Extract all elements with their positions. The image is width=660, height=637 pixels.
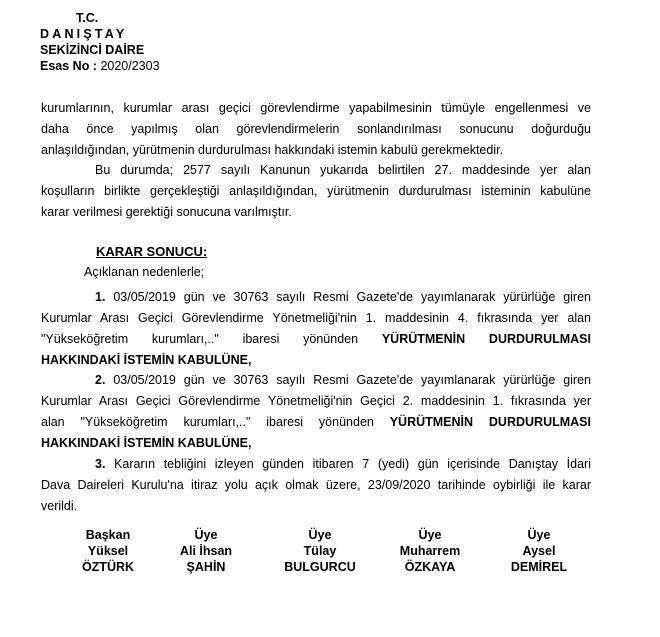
signature-first-name: Tülay — [303, 544, 337, 558]
signature-block-member — [370, 527, 490, 575]
text-line: Kurumlar Arası Geçici Görevlendirme Yönetmeliği'nin Geçici 2. maddesinin 1. fıkrasında yer — [41, 394, 591, 408]
text-line — [41, 370, 591, 391]
text-line — [41, 412, 591, 433]
signature-role: Üye — [418, 528, 442, 542]
text-line: daha önce yapılmış olan görevlendirmelerin sonlandırılması sonucunu doğurduğu — [41, 122, 591, 136]
court-name: DANIŞTAY — [40, 27, 128, 41]
signature-last-name: ŞAHİN — [186, 560, 226, 574]
item-text: 03/05/2019 gün ve 30763 sayılı Resmi Gazete'de yayımlanarak yürürlüğe giren — [113, 373, 591, 387]
chamber-name: SEKİZİNCİ DAİRE — [40, 43, 145, 57]
text-line — [41, 287, 591, 308]
signature-block-member — [479, 527, 599, 575]
text-line: Kurumlar Arası Geçici Görevlendirme Yönetmeliği'nin 1. maddesinin 4. fıkrasında yer alan — [41, 311, 591, 325]
item-text: "Yükseköğretim kurumları,.." ibaresi yönünden — [41, 332, 359, 346]
signature-role: Üye — [194, 528, 218, 542]
decision-title: KARAR SONUCU: — [96, 244, 208, 259]
signature-last-name: DEMİREL — [510, 560, 568, 574]
text-line: karar verilmesi gerektiği sonucuna varılmıştır. — [41, 205, 292, 219]
item-number: 2. — [95, 373, 106, 387]
item-number: 1. — [95, 290, 106, 304]
signature-block-member — [260, 527, 380, 575]
document-header — [40, 10, 160, 74]
case-number — [40, 58, 160, 74]
text-line: koşulların birlikte gerçekleştiği anlaşıldığından, yürütmenin durdurulması isteminin kabulüne — [41, 184, 591, 198]
signature-last-name: BULGURCU — [284, 560, 356, 574]
signature-role: Üye — [527, 528, 551, 542]
signature-first-name: Muharrem — [399, 544, 461, 558]
decision-item-1 — [41, 287, 591, 371]
text-line: verildi. — [41, 499, 78, 513]
item-ruling: YÜRÜTMENİN DURDURULMASI — [389, 415, 591, 429]
text-line: anlaşıldığından, yürütmenin durdurulması hakkındaki istemin kabulü gerekmektedir. — [41, 143, 504, 157]
tc-label: T.C. — [76, 11, 99, 25]
text-line: HAKKINDAKİ İSTEMİN KABULÜNE, — [41, 436, 252, 450]
decision-intro: Açıklanan nedenlerle; — [84, 265, 205, 279]
text-line: Bu durumda; 2577 sayılı Kanunun yukarıda belirtilen 27. maddesinde yer alan — [95, 163, 591, 177]
paragraph-2 — [41, 160, 591, 223]
case-number-label: Esas No : — [40, 59, 97, 73]
text-line: Dava Daireleri Kurulu'na itiraz yolu açık olmak üzere, 23/09/2020 tarihinde oybirliği ile karar — [41, 478, 591, 492]
signature-first-name: Ali İhsan — [179, 544, 233, 558]
item-text: alan "Yükseköğretim kurumları,.." ibaresi yönünden — [41, 415, 374, 429]
case-number-value: 2020/2303 — [100, 59, 160, 73]
signature-last-name: ÖZKAYA — [404, 560, 456, 574]
paragraph-1 — [41, 98, 591, 161]
signature-role: Başkan — [85, 528, 131, 542]
signature-block-member — [146, 527, 266, 575]
item-number: 3. — [95, 457, 106, 471]
text-line — [41, 329, 591, 350]
signature-first-name: Aysel — [522, 544, 556, 558]
item-ruling: YÜRÜTMENİN DURDURULMASI — [381, 332, 591, 346]
text-line: HAKKINDAKİ İSTEMİN KABULÜNE, — [41, 353, 252, 367]
decision-item-3 — [41, 454, 591, 517]
decision-item-2 — [41, 370, 591, 454]
signature-last-name: ÖZTÜRK — [81, 560, 135, 574]
item-text: Kararın tebliğini izleyen günden itibaren 7 (yedi) gün içerisinde Danıştay İdari — [114, 457, 591, 471]
signature-first-name: Yüksel — [87, 544, 129, 558]
signature-role: Üye — [308, 528, 332, 542]
item-text: 03/05/2019 gün ve 30763 sayılı Resmi Gazete'de yayımlanarak yürürlüğe giren — [113, 290, 591, 304]
text-line: kurumlarının, kurumlar arası geçici görevlendirme yapabilmesinin tümüyle engellenmesi ve — [41, 101, 591, 115]
text-line — [41, 454, 591, 475]
